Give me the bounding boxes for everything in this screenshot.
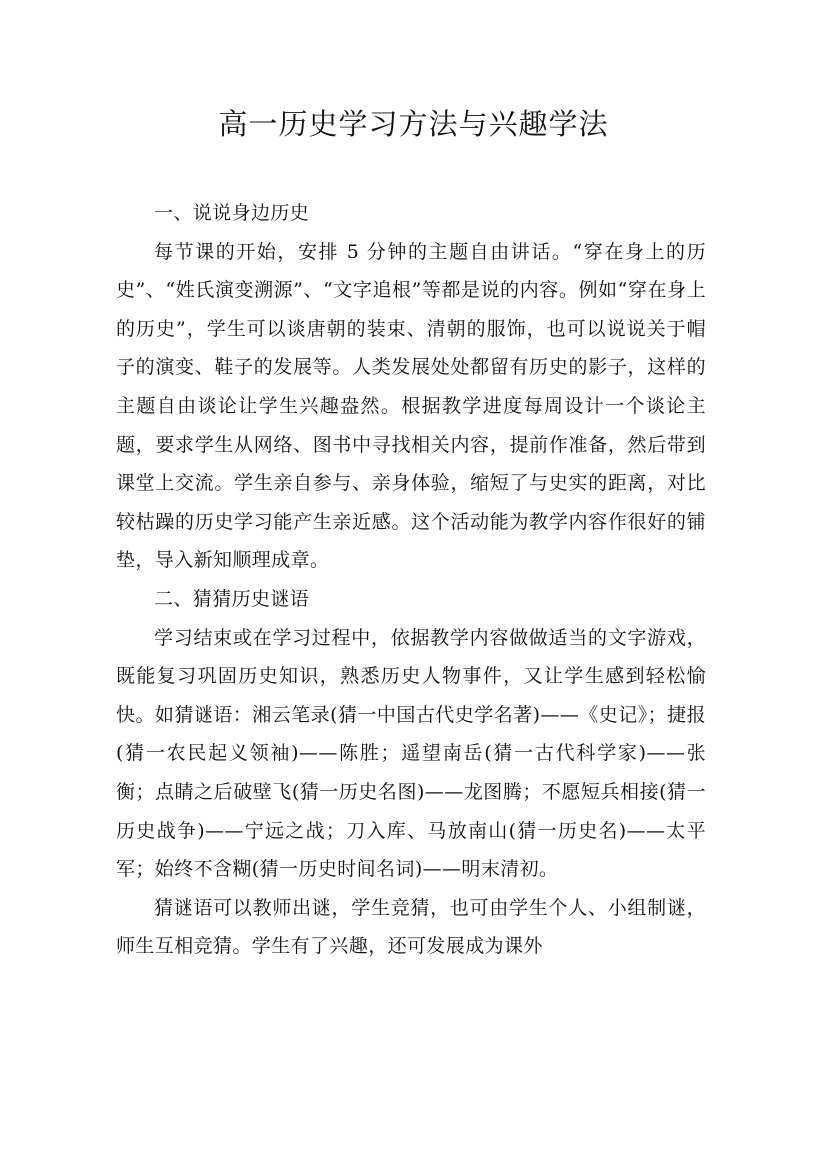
section-2-paragraph-2: 猜谜语可以教师出谜，学生竞猜，也可由学生个人、小组制谜，师生互相竞猜。学生有了兴趣，还可发展成为课外 <box>116 896 706 958</box>
section-2-paragraph-1: 学习结束或在学习过程中，依据教学内容做做适当的文字游戏，既能复习巩固历史知识，熟悉历史人物事件，又让学生感到轻松愉快。如猜谜语：湘云笔录(猜一中国古代史学名著)——《史记》；捷报(猜一农民起义领袖)——陈胜；遥望南岳(猜一古代科学家)——张衡；点睛之后破壁飞(猜一历史名图)——龙图腾；不愿短兵相接(猜一历史战争)——宁远之战；刀入库、马放南山(猜一历史名)——太平军；始终不含糊(猜一历史时间名词)——明末清初。 <box>116 626 706 881</box>
section-2-heading: 二、猜猜历史谜语 <box>154 587 310 610</box>
section-1-heading: 一、说说身边历史 <box>154 202 310 224</box>
document-body <box>116 194 706 966</box>
document-title: 高一历史学习方法与兴趣学法 <box>218 107 609 141</box>
section-1-paragraph: 每节课的开始，安排 5 分钟的主题自由讲话。“穿在身上的历史”、“姓氏演变溯源”、“文字追根”等都是说的内容。例如“穿在身上的历史”，学生可以谈唐朝的装束、清朝的服饰，也可以说说关于帽子的演变、鞋子的发展等。人类发展处处都留有历史的影子，这样的主题自由谈论让学生兴趣盎然。根据教学进度每周设计一个谈论主题，要求学生从网络、图书中寻找相关内容，提前作准备，然后带到课堂上交流。学生亲自参与、亲身体验，缩短了与史实的距离，对比较枯躁的历史学习能产生亲近感。这个活动能为教学内容作很好的铺垫，导入新知顺理成章。 <box>116 240 706 572</box>
